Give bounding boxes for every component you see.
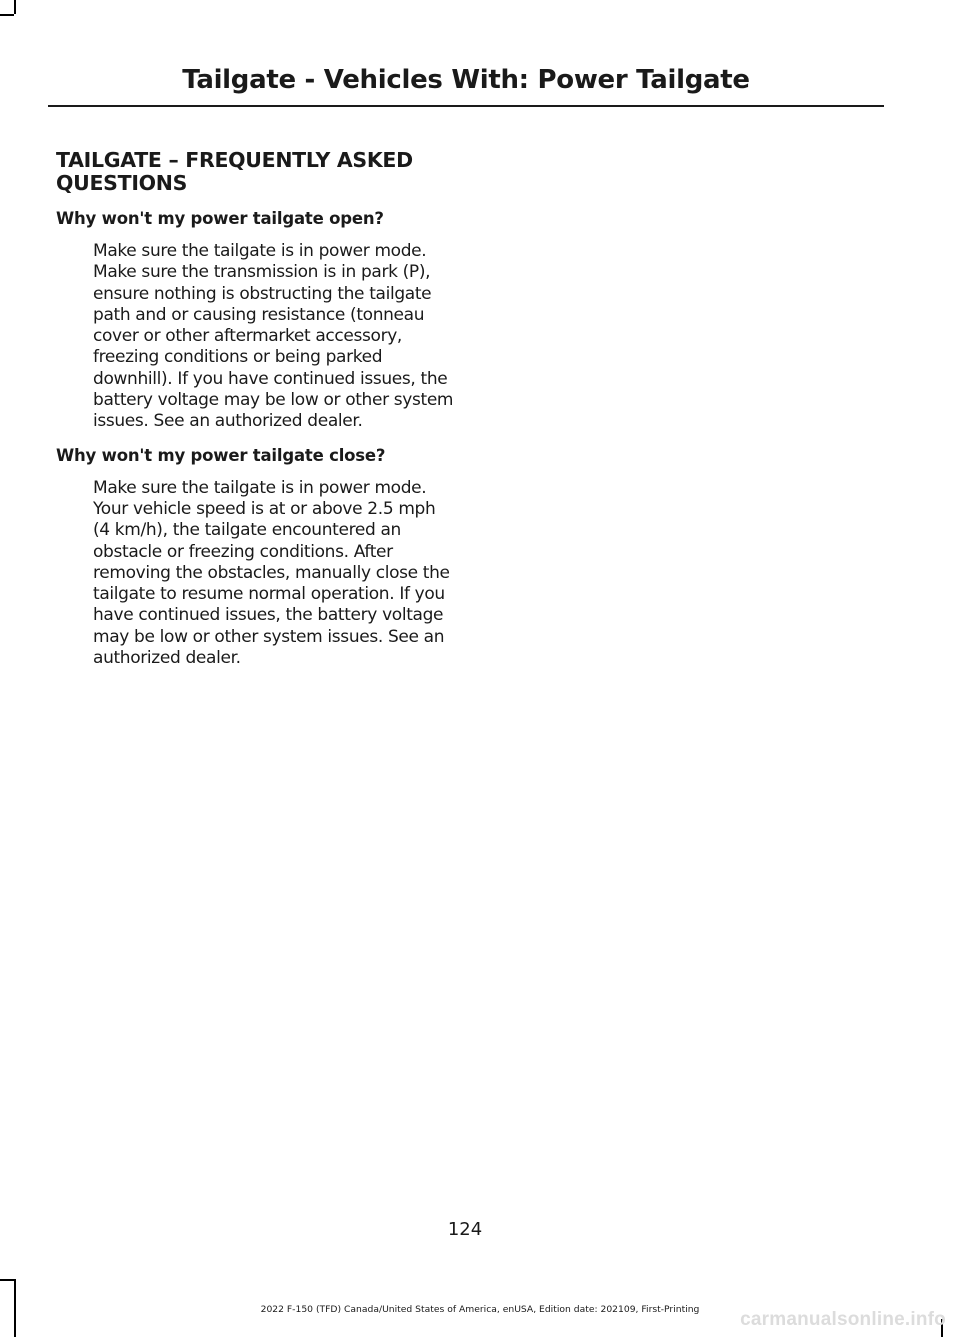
page-header: [48, 62, 884, 98]
faq-question: Why won't my power tailgate close?: [56, 445, 386, 465]
faq-item: [56, 207, 456, 433]
footer-edition: 2022 F-150 (TFD) Canada/United States of America, enUSA, Edition date: 202109, First-Printing: [260, 1304, 700, 1315]
faq-question: Why won't my power tailgate open?: [56, 209, 384, 228]
section-title: TAILGATE – FREQUENTLY ASKED QUESTIONS: [56, 148, 413, 195]
page-number: 124: [447, 1219, 483, 1240]
faq-answer: Make sure the tailgate is in power mode. Make sure the transmission is in park (P), ensure nothing is obstructing the tailgate path and or causing resistance (tonneau cover or other aftermarket accessory, freezing conditions or being parked downhill). If you have continued issues, the battery voltage may be low or other system issues. See an authorized dealer.: [93, 241, 454, 432]
header-divider: [48, 105, 884, 107]
faq-answer: Make sure the tailgate is in power mode. Your vehicle speed is at or above 2.5 mph (4 km/h), the tailgate encountered an obstacle or freezing conditions. After removing the obstacles, manually close the tailgate to resume normal operation. If you have continued issues, the battery voltage may be low or other system issues. See an authorized dealer.: [93, 477, 450, 669]
main-content: [56, 149, 456, 680]
crop-mark-top-left: [0, 14, 14, 16]
crop-mark-bottom-left: [0, 1279, 14, 1281]
faq-item: [56, 444, 456, 670]
crop-mark-top-left: [14, 0, 16, 14]
page-title: Tailgate - Vehicles With: Power Tailgate: [182, 65, 750, 95]
watermark: carmanualsonline.info: [740, 1309, 946, 1330]
